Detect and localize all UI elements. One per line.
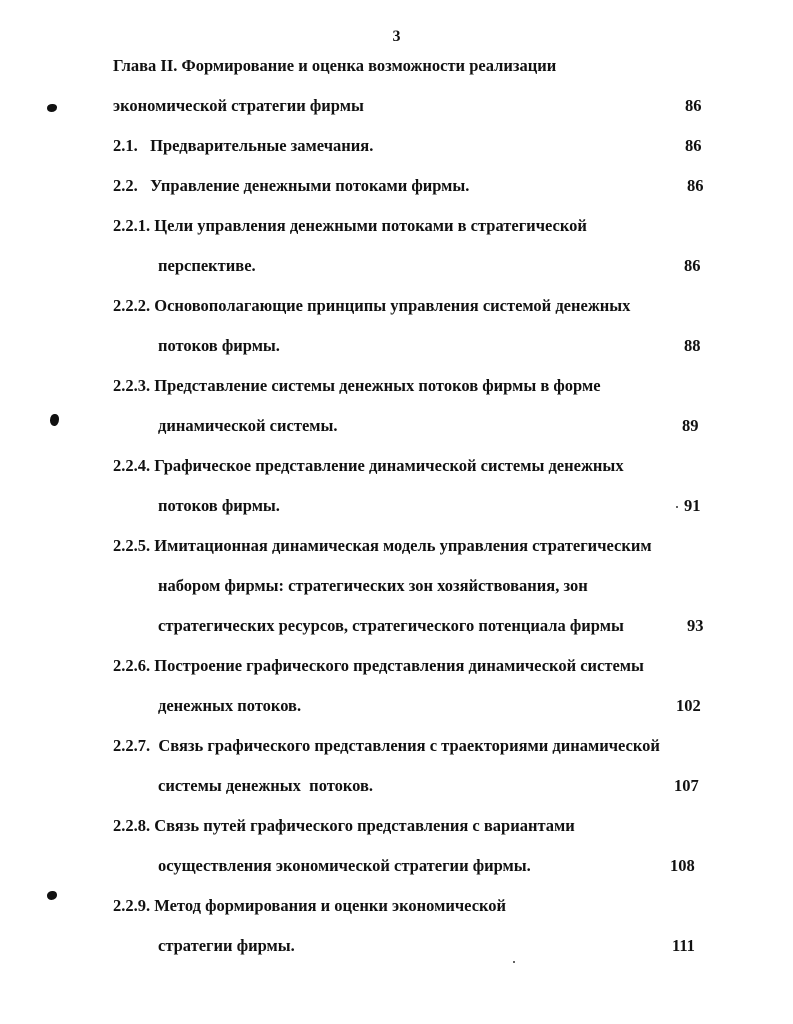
scan-mark xyxy=(50,414,59,426)
scan-mark xyxy=(47,891,57,900)
toc-line: 2.2.5. Имитационная динамическая модель управления стратегическим xyxy=(113,536,652,555)
scan-mark xyxy=(47,104,57,112)
toc-line: 2.2.3. Представление системы денежных потоков фирмы в форме xyxy=(113,376,601,395)
toc-page-number: 108 xyxy=(670,856,695,875)
toc-line: экономической стратегии фирмы xyxy=(113,96,364,115)
toc-page-number: 111 xyxy=(672,936,695,955)
toc-line: 2.2.9. Метод формирования и оценки экономической xyxy=(113,896,507,915)
toc-page-number: 86 xyxy=(685,136,702,155)
toc-line: потоков фирмы. xyxy=(158,336,280,355)
toc-line: Глава II. Формирование и оценка возможности реализации xyxy=(113,56,557,75)
toc-page-number: 91 xyxy=(684,496,701,515)
scan-speck xyxy=(513,961,515,963)
toc-line: 2.2.6. Построение графического представления динамической системы xyxy=(113,656,644,675)
toc-line: 2.2.8. Связь путей графического представления с вариантами xyxy=(113,816,575,835)
toc-page-number: 86 xyxy=(687,176,704,195)
page-number: 3 xyxy=(392,28,401,45)
toc-page-number: 88 xyxy=(684,336,701,355)
toc-line: 2.1. Предварительные замечания. xyxy=(113,136,374,155)
toc-page-number: 102 xyxy=(676,696,701,715)
toc-line: 2.2. Управление денежными потоками фирмы. xyxy=(113,176,470,195)
toc-line: 2.2.1. Цели управления денежными потоками в стратегической xyxy=(113,216,587,235)
toc-line: набором фирмы: стратегических зон хозяйствования, зон xyxy=(158,576,588,595)
toc-line: стратегических ресурсов, стратегического потенциала фирмы xyxy=(158,616,624,635)
toc-page-number: 107 xyxy=(674,776,699,795)
toc-line: потоков фирмы. xyxy=(158,496,280,515)
toc-line: осуществления экономической стратегии фирмы. xyxy=(158,856,531,875)
toc-page-number: 86 xyxy=(685,96,702,115)
toc-line: динамической системы. xyxy=(158,416,338,435)
toc-line: стратегии фирмы. xyxy=(158,936,295,955)
scan-speck xyxy=(676,506,678,508)
toc-line: 2.2.4. Графическое представление динамической системы денежных xyxy=(113,456,624,475)
toc-line: 2.2.2. Основополагающие принципы управления системой денежных xyxy=(113,296,631,315)
toc-line: денежных потоков. xyxy=(158,696,302,715)
toc-line: системы денежных потоков. xyxy=(158,776,374,795)
toc-line: 2.2.7. Связь графического представления с траекториями динамической xyxy=(113,736,660,755)
toc-page-number: 86 xyxy=(684,256,701,275)
toc-page-number: 89 xyxy=(682,416,699,435)
toc-page-number: 93 xyxy=(687,616,704,635)
toc-line: перспективе. xyxy=(158,256,256,275)
